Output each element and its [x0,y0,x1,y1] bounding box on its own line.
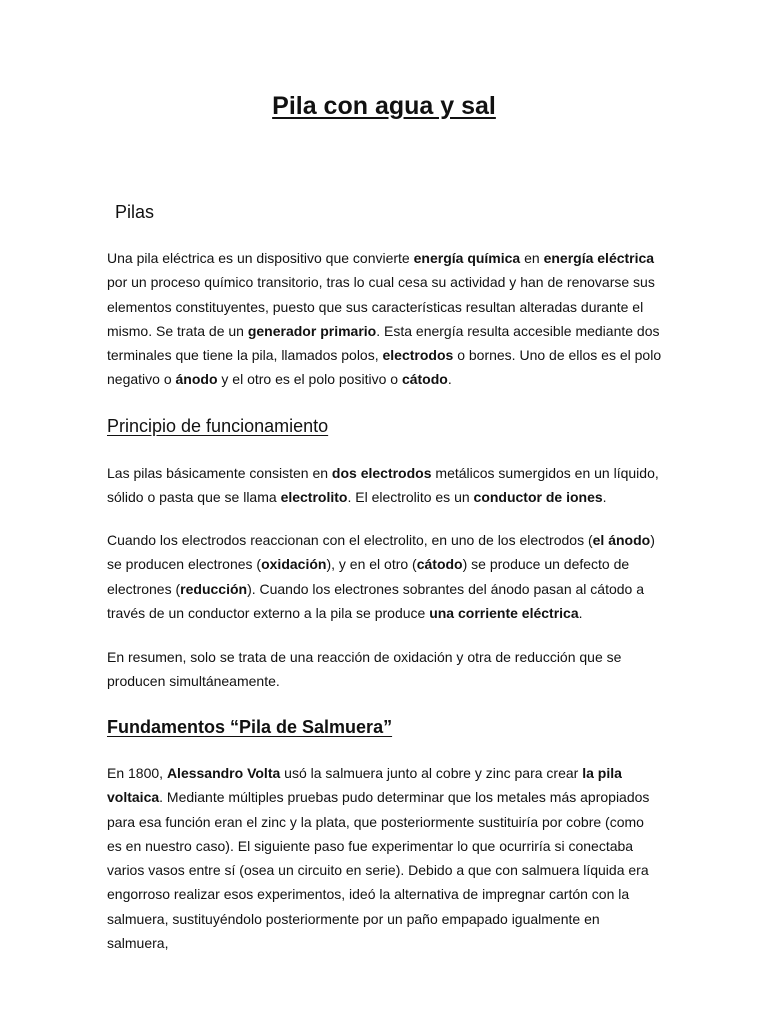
text-run: usó la salmuera junto al cobre y zinc para crear [280,765,583,781]
bold-term: el ánodo [592,532,651,548]
text-run: . Mediante múltiples pruebas pudo determinar que los metales más apropiados para esa función eran el zinc y la plata, que posteriormente sustituiría por cobre (como es en nuestro caso). El siguiente paso fue experimentar lo que ocurriría si conectaba varios vasos entre sí (osea un circuito en serie). Debido a que con salmuera líquida era engorroso realizar esos experimentos, ideó la alternativa de impregnar cartón con la salmuera, sustituyéndolo posteriormente por un paño empapado igualmente en salmuera, [107,789,650,952]
paragraph-volta [107,761,662,955]
bold-term: ánodo [175,371,218,388]
bold-term: electrodos [382,347,454,364]
heading-pilas: Pilas [115,202,155,222]
text-run: o bornes. Uno de ellos es el polo negativo o [107,347,662,388]
paragraph-reaccion [107,528,662,625]
paragraph-pila-definition [107,246,662,392]
paragraph-resumen [107,645,662,694]
text-run: ). Cuando los electrones sobrantes del ánodo pasan al cátodo a través de un conductor externo a la pila se produce [107,580,644,621]
bold-term: energía eléctrica [543,250,655,266]
text-run: En resumen, solo se trata de una reacción de oxidación y otra de reducción que se producen simultáneamente. [107,649,622,690]
text-run: . Esta energía resulta accesible mediante dos terminales que tiene la pila, llamados polos, [107,322,660,364]
text-run: en [520,250,544,266]
bold-term: energía química [413,250,521,266]
text-run: . [602,489,607,506]
bold-term: generador primario [247,322,377,339]
text-run: Una pila eléctrica es un dispositivo que convierte [107,250,414,266]
text-run: ) se produce un defecto de electrones ( [107,556,630,597]
text-run: ) se producen electrones ( [107,532,655,573]
text-run: ), y en el otro ( [326,556,417,573]
bold-term: dos electrodos [331,465,432,481]
bold-term: la pila voltaica [107,765,622,806]
text-run: . [447,371,452,388]
document-title: Pila con agua y sal [272,92,496,120]
text-run: Las pilas básicamente consisten en [107,465,332,481]
bold-term: electrolito [280,489,348,506]
text-run: y el otro es el polo positivo o [217,371,402,388]
bold-term: cátodo [416,556,463,573]
bold-term: conductor de iones [473,489,603,506]
bold-term: cátodo [401,371,448,388]
bold-term: una corriente eléctrica [429,604,579,621]
text-run: metálicos sumergidos en un líquido, sólido o pasta que se llama [107,465,659,506]
text-run: Cuando los electrodos reaccionan con el electrolito, en uno de los electrodos ( [107,532,593,548]
bold-term: Alessandro Volta [166,765,281,781]
heading-principio-funcionamiento: Principio de funcionamiento [107,416,329,436]
heading-fundamentos-salmuera: Fundamentos “Pila de Salmuera” [107,717,393,737]
bold-term: oxidación [261,556,327,573]
text-run: por un proceso químico transitorio, tras lo cual cesa su actividad y han de renovarse sus elementos constituyentes, puesto que sus características resultan alteradas durante el mismo. Se trata de un [107,274,655,339]
paragraph-electrodos [107,461,662,510]
bold-term: reducción [180,580,248,597]
text-run: . [578,604,583,621]
text-run: . El electrolito es un [347,489,474,506]
text-run: En 1800, [107,765,167,781]
